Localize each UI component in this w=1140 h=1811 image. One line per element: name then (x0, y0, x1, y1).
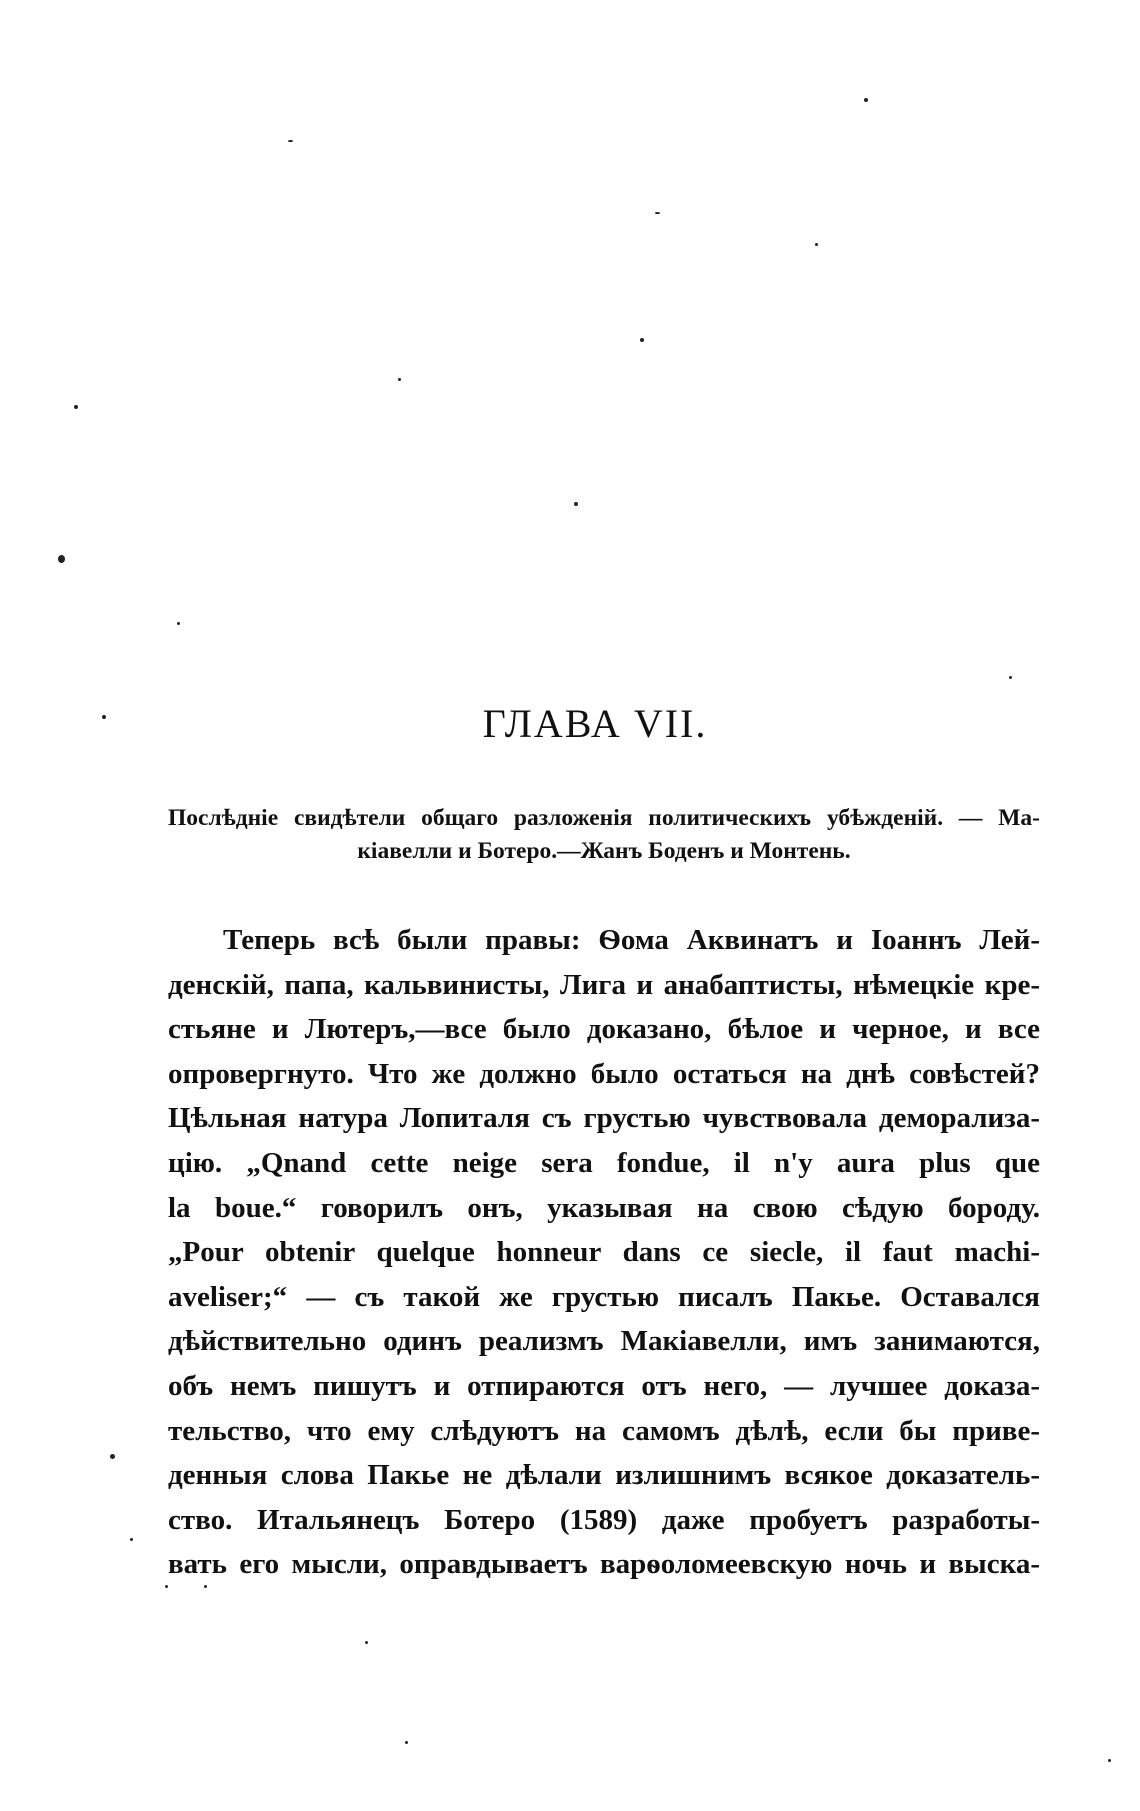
print-speck (1009, 676, 1012, 679)
body-line: объ немъ пишутъ и отпираются отъ него, — лучшее доказа- (168, 1369, 1040, 1402)
print-speck (74, 405, 78, 409)
print-speck (288, 140, 293, 142)
print-speck (1108, 1759, 1111, 1762)
print-speck (864, 98, 868, 102)
body-line: Теперь всѣ были правы: Ѳома Аквинатъ и Iоаннъ Лей- (223, 924, 1040, 956)
body-line: дѣйствительно одинъ реализмъ Макiавелли, имъ занимаются, (168, 1325, 1040, 1358)
print-speck (640, 338, 644, 342)
body-line: денскiй, папа, кальвинисты, Лига и анабаптисты, нѣмецкiе кре- (168, 968, 1040, 1001)
print-speck (110, 1454, 115, 1459)
body-line: денныя слова Пакье не дѣлали излишнимъ всякое доказатель- (168, 1459, 1040, 1492)
body-line: la boue.“ говорилъ онъ, указывая на свою сѣдую бороду. (168, 1191, 1040, 1224)
print-speck (574, 502, 578, 506)
print-speck (365, 1641, 368, 1644)
print-speck (177, 622, 180, 625)
body-line: „Pour obtenir quelque honneur dans ce siecle, il faut machi- (168, 1236, 1040, 1269)
chapter-title: ГЛАВА VII. (482, 701, 708, 746)
print-speck (815, 243, 818, 246)
summary-line: кiавелли и Ботеро.—Жанъ Боденъ и Монтень. (357, 838, 851, 864)
body-line: стьяне и Лютеръ,—все было доказано, бѣлое и черное, и все (168, 1013, 1040, 1046)
body-line: Цѣльная натура Лопиталя съ грустью чувствовала деморализа- (168, 1102, 1040, 1135)
print-speck (405, 1741, 408, 1744)
print-speck (655, 212, 660, 214)
body-line: aveliser;“ — съ такой же грустью писалъ Пакье. Оставался (168, 1280, 1040, 1313)
body-line: тельство, что ему слѣдуютъ на самомъ дѣлѣ, если бы приве- (168, 1414, 1040, 1447)
print-speck (130, 1538, 133, 1541)
print-speck (398, 378, 401, 381)
chapter-summary (168, 802, 1040, 868)
body-line: ство. Итальянецъ Ботеро (1589) даже пробуетъ разработы- (168, 1503, 1040, 1536)
body-paragraph (168, 918, 1040, 1587)
print-speck (58, 555, 65, 563)
body-line: вать его мысли, оправдываетъ варѳоломеевскую ночь и выска- (168, 1548, 1040, 1581)
summary-line: Послѣднiе свидѣтели общаго разложенiя политическихъ убѣжденiй. — Ма- (168, 805, 1040, 831)
body-line: опровергнуто. Что же должно было остаться на днѣ совѣстей? (168, 1057, 1040, 1090)
body-line: цiю. „Qnand cette neige sera fondue, il n'y aura plus que (168, 1146, 1040, 1179)
